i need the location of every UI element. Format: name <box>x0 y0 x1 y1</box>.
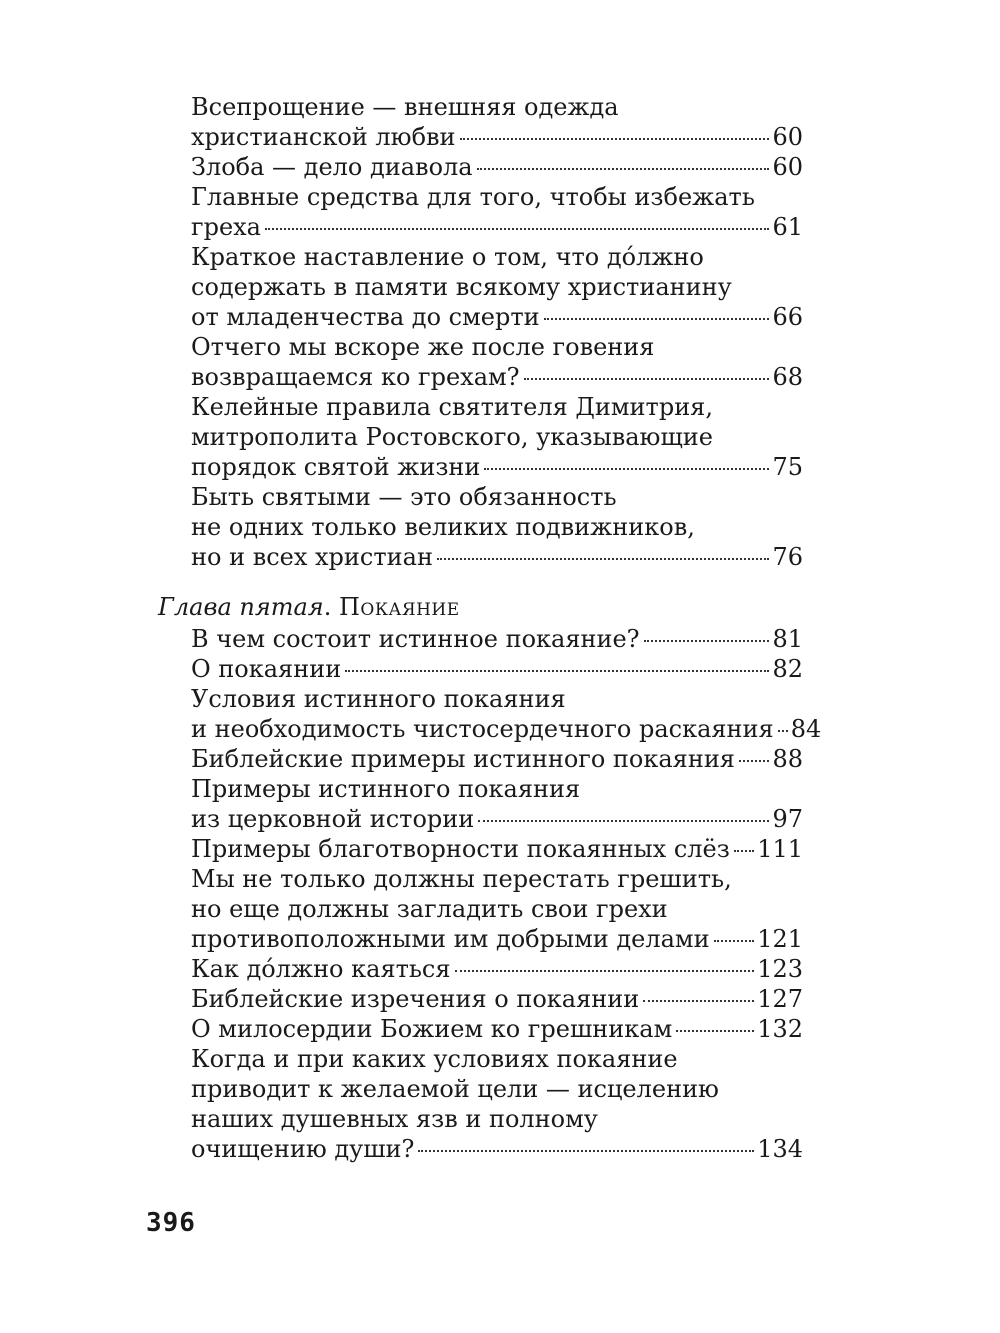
toc-entry <box>191 744 803 774</box>
toc-entry <box>191 182 803 242</box>
toc-entry-title-line: Как до́лжно каяться <box>191 955 451 983</box>
toc-page-number: 68 <box>772 363 803 391</box>
toc-entry-final-line <box>191 714 822 744</box>
chapter-separator: . <box>323 593 339 621</box>
toc-entry-title-line: Келейные правила святителя Димитрия, <box>191 393 713 421</box>
toc-entry-title-line: и необходимость чистосердечного раскаяния <box>191 715 774 743</box>
dot-leader <box>544 318 770 320</box>
toc-entry-final-line <box>191 924 803 954</box>
toc-entry-title-line: очищению души? <box>191 1135 415 1163</box>
toc-page-number: 121 <box>757 925 803 953</box>
toc-entry-title-line: греха <box>191 213 261 241</box>
toc-page-number: 82 <box>772 655 803 683</box>
toc-entry <box>191 834 803 864</box>
dot-leader <box>460 138 770 140</box>
dot-leader <box>418 1150 754 1152</box>
toc-entry-final-line <box>191 452 803 482</box>
toc-entry-final-line <box>191 1134 803 1164</box>
toc-page-number: 88 <box>772 745 803 773</box>
toc-entry-title-line: но еще должны загладить свои грехи <box>191 895 668 923</box>
toc-entry-title-line: из церковной истории <box>191 805 475 833</box>
toc-entry-final-line <box>191 804 803 834</box>
toc-entry-title-line: Примеры благотворности покаянных слёз <box>191 835 730 863</box>
toc-entry <box>191 624 803 654</box>
toc-entry-title-line: Мы не только должны перестать грешить, <box>191 865 732 893</box>
toc-entry <box>191 1014 803 1044</box>
dot-leader <box>477 168 770 170</box>
toc-entry-title-line: Библейские примеры истинного покаяния <box>191 745 735 773</box>
toc-entry-title-line: О покаянии <box>191 655 342 683</box>
toc-page-number: 81 <box>772 625 803 653</box>
toc-entry-title-line: Злоба — дело диавола <box>191 153 473 181</box>
toc-entry <box>191 864 803 954</box>
toc-entry-title-line: О милосердии Божием ко грешникам <box>191 1015 673 1043</box>
dot-leader <box>455 970 755 972</box>
toc-entry-final-line <box>191 302 803 332</box>
toc-entry <box>191 954 803 984</box>
toc-page-number: 60 <box>772 123 803 151</box>
toc-entry <box>191 774 803 834</box>
toc-entry-title-line: Главные средства для того, чтобы избежать <box>191 183 755 211</box>
chapter-heading <box>158 592 803 622</box>
dot-leader <box>484 468 769 470</box>
toc-entry-final-line <box>191 122 803 152</box>
dot-leader <box>778 730 788 732</box>
toc-entry-title-line: Краткое наставление о том, что до́лжно <box>191 243 704 271</box>
toc-page-number: 134 <box>757 1135 803 1163</box>
toc-entry-title-line: возвращаемся ко грехам? <box>191 363 520 391</box>
dot-leader <box>739 760 770 762</box>
toc-entry-title-line: Быть святыми — это обязанность <box>191 483 617 511</box>
toc-entry-title-line: содержать в памяти всякому христианину <box>191 273 732 301</box>
dot-leader <box>478 820 769 822</box>
toc-entry-title-line: Всепрощение — внешняя одежда <box>191 93 619 121</box>
toc-page-number: 61 <box>772 213 803 241</box>
toc-entry-final-line <box>191 834 803 864</box>
toc-page-number: 127 <box>757 985 803 1013</box>
dot-leader <box>524 378 770 380</box>
toc-entry-final-line <box>191 624 803 654</box>
toc-entry <box>191 1044 803 1164</box>
toc-entry-title-line: Отчего мы вскоре же после говения <box>191 333 655 361</box>
toc-entry-title-line: но и всех христиан <box>191 543 433 571</box>
toc-entry-final-line <box>191 744 803 774</box>
toc-entry <box>191 684 822 744</box>
dot-leader <box>714 940 755 942</box>
toc-entry-final-line <box>191 1014 803 1044</box>
dot-leader <box>265 228 769 230</box>
toc-page-number: 123 <box>757 955 803 983</box>
toc-page-number: 84 <box>790 715 822 743</box>
toc-entry <box>191 482 803 572</box>
toc-page-number: 111 <box>757 835 803 863</box>
dot-leader <box>676 1030 754 1032</box>
toc-entry-final-line <box>191 984 803 1014</box>
toc-entry-final-line <box>191 954 803 984</box>
toc-entry-title-line: В чем состоит истинное покаяние? <box>191 625 640 653</box>
toc-entry <box>191 152 803 182</box>
toc-entry <box>191 332 803 392</box>
toc-entry-title-line: Когда и при каких условиях покаяние <box>191 1045 678 1073</box>
toc-entry-title-line: христианской любви <box>191 123 456 151</box>
toc-entry-title-line: приводит к желаемой цели — исцелению <box>191 1075 719 1103</box>
toc-entry-final-line <box>191 654 803 684</box>
toc-entry <box>191 392 803 482</box>
chapter-label: Глава пятая <box>158 593 324 621</box>
table-of-contents <box>158 92 822 1164</box>
dot-leader <box>345 670 769 672</box>
chapter-title: Покаяние <box>338 593 460 621</box>
dot-leader <box>437 558 770 560</box>
toc-entry-final-line <box>191 152 803 182</box>
toc-entry <box>191 654 803 684</box>
toc-entry-title-line: порядок святой жизни <box>191 453 481 481</box>
toc-entry-title-line: наших душевных язв и полному <box>191 1105 598 1133</box>
toc-entry <box>191 984 803 1014</box>
toc-page-number: 60 <box>772 153 803 181</box>
toc-entry-title-line: противоположными им добрыми делами <box>191 925 710 953</box>
toc-page-number: 76 <box>772 543 803 571</box>
toc-entry <box>191 242 803 332</box>
toc-page-number: 75 <box>772 453 803 481</box>
toc-entry-final-line <box>191 212 803 242</box>
toc-entry-final-line <box>191 542 803 572</box>
toc-entry-title-line: митрополита Ростовского, указывающие <box>191 423 713 451</box>
toc-page-number: 97 <box>772 805 803 833</box>
page-number: 396 <box>146 1208 196 1238</box>
toc-entry-title-line: Примеры истинного покаяния <box>191 775 581 803</box>
toc-entry-title-line: Условия истинного покаяния <box>191 685 566 713</box>
toc-entry-title-line: Библейские изречения о покаянии <box>191 985 640 1013</box>
dot-leader <box>644 640 770 642</box>
dot-leader <box>643 1000 754 1002</box>
toc-entry-title-line: не одних только великих подвижников, <box>191 513 695 541</box>
dot-leader <box>734 850 754 852</box>
toc-page-number: 66 <box>772 303 803 331</box>
toc-entry-final-line <box>191 362 803 392</box>
toc-entry-title-line: от младенчества до смерти <box>191 303 540 331</box>
toc-page-number: 132 <box>757 1015 803 1043</box>
toc-entry <box>191 92 803 152</box>
